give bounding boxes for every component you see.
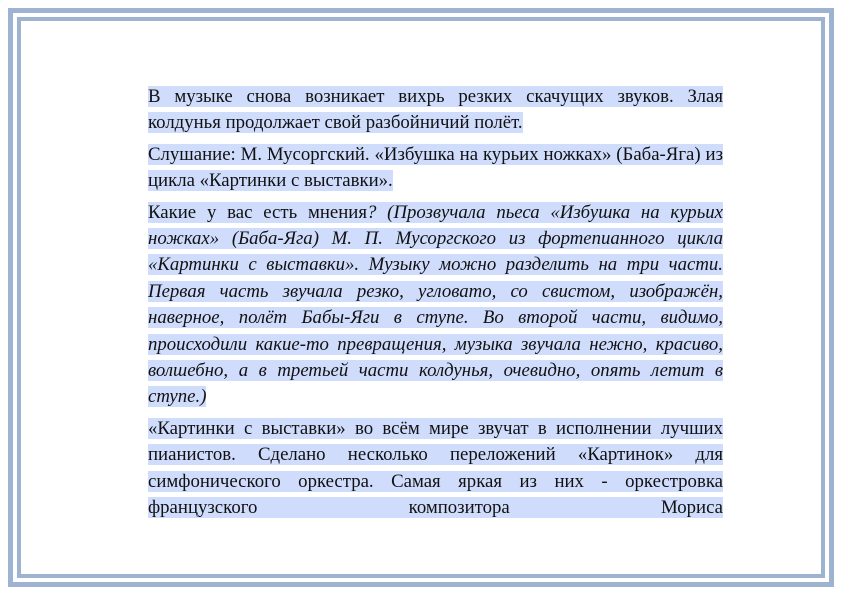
paragraph-4-text: «Картинки с выставки» во всём мире звучат в исполнении лучших пианистов. Сделано несколько переложений «Картинок» для симфонического оркестра. Самая яркая из них - оркестровка французского композитора Мориса: [148, 417, 723, 519]
paragraph-3-lead: Какие у вас есть мнения: [148, 201, 367, 223]
paragraph-4: [148, 416, 723, 522]
text-block: [148, 84, 723, 527]
paragraph-1: [148, 84, 723, 137]
paragraph-2: [148, 142, 723, 195]
paragraph-2-text: Слушание: М. Мусоргский. «Избушка на курьих ножках» (Баба-Яга) из цикла «Картинки с выставки».: [148, 143, 723, 192]
paragraph-3-italic: ? (Прозвучала пьеса «Избушка на курьих ножках» (Баба-Яга) М. П. Мусоргского из фортепианного цикла «Картинки с выставки». Музыку можно разделить на три части. Первая часть звучала резко, угловато, со свистом, изображён, наверное, полёт Бабы-Яги в ступе. Во второй части, видимо, происходили какие-то превращения, музыка звучала нежно, красиво, волшебно, а в третьей части колдунья, очевидно, опять летит в ступе.): [148, 201, 723, 408]
paragraph-3: [148, 200, 723, 411]
paragraph-1-text: В музыке снова возникает вихрь резких скачущих звуков. Злая колдунья продолжает свой разбойничий полёт.: [148, 86, 723, 134]
